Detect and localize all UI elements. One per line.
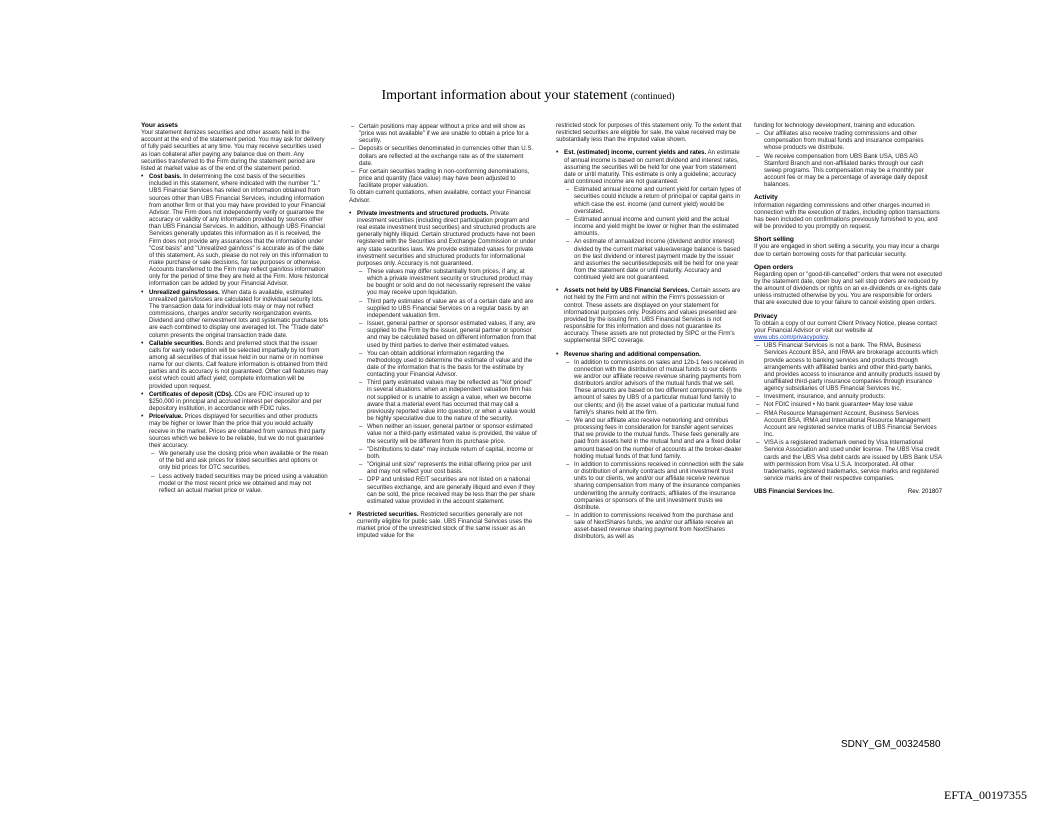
section-revenue-continued [754, 122, 942, 188]
bullet-price-value [141, 413, 329, 494]
price-dash-4: – Deposits or securities denominated in currencies other than U.S. dollars are reflected at the exchange rate as of the statement date. [349, 145, 537, 166]
price-text: Prices displayed for securities and other products may be higher or lower than the price that you would actually receive in the market. Prices are obtained from various third party sources which we believe to be reliable, but we do not guarantee their accuracy. [149, 413, 326, 449]
private-dash-4: – You can obtain additional information regarding the methodology used to determine the estimate of value and the date of the information that is the basis for the estimate by contacting your Financial Advisor. [357, 350, 537, 379]
restricted-label: Restricted securities. [357, 510, 419, 518]
privacy-link-end: . [827, 334, 830, 342]
price-dash-5: – For certain securities trading in non-conforming denominations, price and quantity (face value) may have been adjusted to facilitate proper valuation. [349, 168, 537, 189]
private-dash-8: – "Original unit size" represents the initial offering price per unit and may not reflect your cost basis. [357, 461, 537, 475]
bullet-private-investments [349, 210, 537, 505]
cost-basis-label: Cost basis. [149, 173, 182, 181]
your-assets-intro: Your statement itemizes securities and other assets held in the account at the end of the statement period. You may ask for delivery of fully paid securities at any time. You may receive securities used as loan collateral after paying any balance due on them. Any securities transferred to the Firm during the statement period are listed at market value as of the end of the statement period. [141, 129, 325, 172]
price-dash-3: – Certain positions may appear without a price and will show as "price was not available" if we are unable to obtain a price for a security. [349, 123, 537, 144]
section-title-privacy: Privacy [754, 312, 778, 320]
private-dash-7: – "Distributions to date" may include return of capital, income or both. [357, 446, 537, 460]
bullet-assets-not-held [556, 287, 744, 344]
revenue-dash-4: – In addition to commissions received from the purchase and sale of NextShares funds, we and/or our affiliate receive an asset-based revenue sharing payment from NextShares distributors, as well as [564, 512, 744, 541]
cds-label: Certificates of deposit (CDs). [149, 390, 233, 398]
section-est-income [556, 149, 744, 281]
privacy-dash-2: – Investment, insurance, and annuity products: [754, 393, 942, 400]
revenue-dash-3: – In addition to commissions received in connection with the sale or distribution of annuity contracts and unit investment trust units to our clients, we and/or our affiliate receive revenue sharing compensation from many of the insurance companies underwriting the annuity contracts, affiliates of the insurance companies or sponsors of the unit investment trusts we distribute. [564, 461, 744, 511]
private-dash-2: – Third party estimates of value are as of a certain date and are supplied to UBS Financial Services on a regular basis by an independent valuation firm. [357, 298, 537, 319]
privacy-dash-3: – Not FDIC insured • No bank guarantee• May lose value [754, 401, 942, 408]
page-title [0, 88, 1056, 104]
revision-number: Rev. 201807 [907, 488, 942, 496]
privacy-text: To obtain a copy of our current Client Privacy Notice, please contact your Financial Advisor or visit our website at [754, 319, 937, 334]
section-short-selling [754, 236, 942, 257]
title-continued: (continued) [630, 92, 675, 102]
restricted-continued-text: restricted stock for purposes of this statement only. To the extent that restricted securities are eligible for sale, the value received may be substantially less than the imputed value shown. [556, 122, 742, 144]
column-4 [754, 122, 942, 495]
private-text: Private investment securities (including direct participation program and real estate investment trust securities) and structured products are generally highly illiquid. Certain structured products have not been registered with the Securities and Exchange Commission or under any state securities laws. We provide estimated values for private investment securities and structured products for informational purposes only. Accuracy is not guaranteed. [357, 209, 536, 267]
unrealized-text: When data is available, estimated unrealized gains/losses are calculated for individual security lots. The transaction data for individual lots may or may not reflect commissions, charges and/or security reorganization events. Dividend and other reinvestment lots and systematic purchase lots are each combined to display one averaged lot. The "Trade date" column presents the original transaction trade date. [149, 288, 329, 339]
callable-label: Callable securities. [149, 339, 205, 347]
cost-basis-text: In determining the cost basis of the securities included in this statement, where indicated with the number "1," UBS Financial Services has relied on information obtained from sources other than UBS Financial Services, including information from another firm or that you may have provided to your Financial Advisor. The Firm does not independently verify or guarantee the accuracy or validity of any information provided by sources other than UBS Financial Services. In addition, although UBS Financial Services generally updates this information as it is received, the Firm does not provide any assurances that the information under "Cost basis" and "Unrealized gain/loss" is accurate as of the date of this statement. As such, please do not rely on this information to make purchase or sale decisions, for tax purposes or otherwise. Accounts transferred to the Firm may reflect gain/loss information only for the period of time they are held at the Firm. More historical information can be added by your Financial Advisor. [149, 173, 329, 288]
title-text: Important information about your statement [381, 88, 628, 103]
est-text: An estimate of annual income is based on current dividend and interest rates, assuming the securities will be held for one year from statement date or until maturity. This estimate is only a guideline; accuracy and continued income are not guaranteed. [564, 149, 740, 186]
revenue-label: Revenue sharing and additional compensation. [564, 350, 701, 358]
est-dash-3: – An estimate of annualized income (dividend and/or interest) divided by the current market value/average balance is based on the last dividend or interest payment made by the issuer and assumes the securities/deposits will be held for one year from the statement date or until maturity. Accuracy and continued yield are not guaranteed. [564, 238, 744, 281]
callable-text: Bonds and preferred stock that the issuer calls for early redemption will be selected impartially by lot from among all securities of that issue held in our name or in nominee name for our clients. Call feature information is obtained from third parties and its accuracy is not guaranteed. Other call features may exist which could affect yield; complete information will be provided upon request. [149, 339, 329, 390]
unrealized-label: Unrealized gains/losses. [149, 288, 220, 296]
quotations-text: To obtain current quotations, when available, contact your Financial Advisor. [349, 189, 531, 204]
revenue-dash-5: – Our affiliates also receive trading commissions and other compensation from mutual funds and insurance companies whose products we distribute. [754, 130, 942, 151]
private-dash-9: – DPP and unlisted REIT securities are not listed on a national securities exchange, and are generally illiquid and even if they can be sold, the price received may be less than the per share estimated value provided in the account statement. [357, 476, 537, 505]
company-name: UBS Financial Services Inc. [754, 488, 834, 496]
column-1 [141, 122, 329, 500]
bates-number-efta: EFTA_00197355 [944, 788, 1028, 802]
price-dash-1: – We generally use the closing price when available or the mean of the bid and ask prices for listed securities and options or only bid prices for OTC securities. [149, 450, 329, 471]
privacy-dash-4: – RMA Resource Management Account, Business Services Account BSA, IRMA and International Resource Management Account are registered service marks of UBS Financial Services Inc. [754, 410, 942, 439]
assets-text: Certain assets are not held by the Firm and not within the Firm's possession or control. These assets are displayed on your statement for informational purposes only. Positions and values presented are provided by the issuing firm. UBS Financial Services is not responsible for this information and does not guarantee its accuracy. These assets are not protected by SIPC or the Firm's supplemental SIPC coverage. [564, 287, 741, 345]
price-dash-2: – Less actively traded securities may be priced using a valuation model or the most recent price we obtained and may not reflect an actual market price or value. [149, 473, 329, 494]
est-label: Est. (estimated) income, current yields and rates. [564, 149, 707, 157]
revenue-dash-1: – In addition to commissions on sales and 12b-1 fees received in connection with the distribution of mutual funds to our clients we and/or our affiliate receive revenue sharing payments from distributors and/or advisors of the mutual funds that we sell. These amounts are based on two different components: (i) the amount of sales by UBS of a particular mutual fund family to our clients; and (ii) the asset value of a particular mutual fund family's shares held at the firm. [564, 359, 744, 416]
section-open-orders [754, 264, 942, 307]
private-dash-6: – When neither an issuer, general partner or sponsor estimated value nor a third-party estimated value is provided, the value of the security will be different from its purchase price. [357, 423, 537, 444]
bullet-est-income [556, 149, 744, 281]
section-title-short-selling: Short selling [754, 236, 794, 244]
revenue-dash-2: – We and our affiliate also receive networking and omnibus processing fees in consideration for transfer agent services that we provide to the mutual funds. These fees generally are paid from assets held in the mutual fund and are a fixed dollar amount based on the number of accounts at the broker-dealer holding mutual funds of that fund family. [564, 417, 744, 460]
private-dash-1: – These values may differ substantially from prices, if any, at which a private investment security or structured product may be bought or sold and do not necessarily represent the value you may receive upon liquidation. [357, 268, 537, 297]
section-title-open-orders: Open orders [754, 263, 794, 271]
private-label: Private investments and structured products. [357, 209, 489, 217]
privacy-dash-1: – UBS Financial Services is not a bank. The RMA, Business Services Account BSA, and IRMA are brokerage accounts which provide access to banking services and products through arrangements with affiliated banks and other third-party banks, and provides access to insurance and annuity products issued by unaffiliated third-party insurance companies through insurance agency subsidiaries of UBS Financial Services Inc. [754, 342, 942, 392]
bullet-unrealized [141, 289, 329, 339]
activity-text: Information regarding commissions and other charges incurred in connection with the execution of trades, including option transactions has been included on confirmations previously furnished to you, and will be provided to you promptly on request. [754, 201, 940, 231]
cds-text: CDs are FDIC insured up to $250,000 in principal and accrued interest per depositor and per depository institution, in accordance with FDIC rules. [149, 390, 322, 413]
section-restricted [349, 511, 537, 540]
column-3 [556, 122, 744, 547]
company-revision-line [754, 488, 942, 495]
private-dash-5: – Third party estimated values may be reflected as "Not priced" in several situations: when an independent valuation firm has not supplied or is unable to assign a value, when we become aware that a material event has occurred that may call a previously reported value into question, or when a value would be highly speculative due to the nature of the security. [357, 379, 537, 422]
section-assets-not-held [556, 287, 744, 344]
section-title-your-assets: Your assets [141, 122, 178, 129]
restricted-text: Restricted securities generally are not currently eligible for public sale. UBS Financial Services uses the market price of the unrestricted stock of the same issuer as an imputed value for the [357, 510, 533, 540]
est-dash-2: – Estimated annual income and current yield and the actual income and yield might be lower or higher than the estimated amounts. [564, 216, 744, 237]
est-dash-1: – Estimated annual income and current yield for certain types of securities could include a return of principal or capital gains in which case the est. income (and current yield) would be overstated. [564, 186, 744, 215]
bates-number-sdny: SDNY_GM_00324580 [841, 739, 941, 750]
bullet-callable [141, 340, 329, 390]
section-revenue-sharing [556, 351, 744, 541]
section-privacy [754, 313, 942, 483]
revenue-continued-text: funding for technology development, training and education. [754, 122, 916, 129]
column-2 [349, 122, 537, 546]
bullet-revenue-sharing [556, 351, 744, 541]
section-private-investments [349, 210, 537, 505]
bullet-cds [141, 391, 329, 412]
assets-label: Assets not held by UBS Financial Services. [564, 287, 690, 295]
open-orders-text: Regarding open or "good-till-cancelled" orders that were not executed by the statement date, open buy and sell stop orders are reduced by the amount of dividends or rights on an ex-dividends or ex-rights date unless instructed otherwise by you. You are responsible for orders that are executed due to your failure to cancel existing open orders. [754, 270, 942, 307]
price-label: Price/value. [149, 413, 183, 421]
privacy-paragraph [754, 320, 942, 341]
section-activity [754, 194, 942, 230]
section-title-activity: Activity [754, 194, 778, 202]
section-restricted-continued [556, 122, 744, 143]
bullet-cost-basis [141, 173, 329, 288]
section-your-assets [141, 122, 329, 494]
section-price-continued [349, 123, 537, 204]
short-selling-text: If you are engaged in short selling a security, you may incur a charge due to certain borrowing costs for that particular security. [754, 243, 940, 258]
privacy-policy-link[interactable]: www.ubs.com/privacypolicy [754, 334, 828, 342]
private-dash-3: – Issuer, general partner or sponsor estimated values, if any, are supplied to the Firm by the issuer, general partner or sponsor and may be calculated based on different information from that used by third parties to derive their estimated values. [357, 320, 537, 349]
privacy-dash-5: – VISA is a registered trademark owned by Visa International Service Association and used under license. The UBS Visa credit cards and the UBS Visa debit cards are issued by UBS Bank USA with permission from Visa U.S.A. Incorporated. All other trademarks, registered trademarks, service marks and registered service marks are of their respective companies. [754, 439, 942, 482]
revenue-dash-6: – We receive compensation from UBS Bank USA, UBS AG Stamford Branch and non-affiliated banks through our cash sweep programs. This compensation may be a monthly per account fee or may be a percentage of average daily deposit balances. [754, 153, 942, 189]
bullet-restricted [349, 511, 537, 540]
